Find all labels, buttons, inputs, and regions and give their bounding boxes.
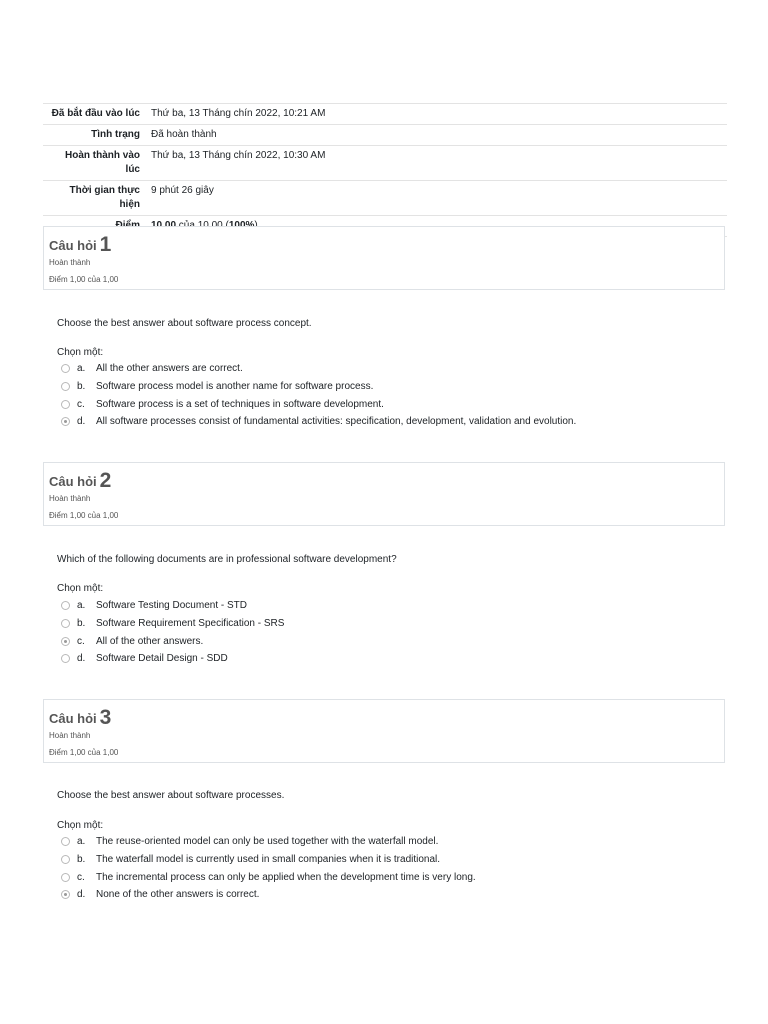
completed-value: Thứ ba, 13 Tháng chín 2022, 10:30 AM — [146, 146, 727, 181]
answer-text: The reuse-oriented model can only be used together with the waterfall model. — [96, 836, 439, 848]
attempt-summary-table — [43, 103, 727, 237]
question-2-title — [49, 469, 111, 493]
started-label: Đã bắt đầu vào lúc — [43, 104, 146, 125]
answer-letter: b. — [77, 381, 86, 393]
answer-text: The waterfall model is currently used in small companies when it is traditional. — [96, 854, 441, 866]
radio-button[interactable] — [61, 855, 70, 864]
question-grade: Điểm 1,00 của 1,00 — [49, 748, 119, 757]
answer-option[interactable] — [61, 413, 576, 431]
question-number: 2 — [99, 469, 112, 492]
question-2-text: Which of the following documents are in professional software development? — [57, 554, 397, 565]
time-label-line1: Thời gian thực — [69, 185, 140, 196]
answer-option[interactable] — [61, 868, 476, 886]
radio-button[interactable] — [61, 619, 70, 628]
answer-letter: d. — [77, 889, 86, 901]
answer-letter: b. — [77, 854, 86, 866]
answer-text: Software Testing Document - STD — [96, 600, 247, 612]
question-2-answers — [61, 597, 284, 668]
answer-letter: c. — [77, 635, 85, 647]
time-label — [43, 181, 146, 216]
answer-option[interactable] — [61, 650, 284, 668]
answer-letter: a. — [77, 600, 86, 612]
radio-button-selected[interactable] — [61, 890, 70, 899]
answer-text: Software process is a set of techniques in software development. — [96, 398, 384, 410]
radio-button[interactable] — [61, 654, 70, 663]
answer-text: None of the other answers is correct. — [96, 889, 260, 901]
radio-button[interactable] — [61, 601, 70, 610]
question-1-prompt: Chọn một: — [57, 347, 104, 358]
question-title-label: Câu hỏi — [49, 711, 97, 726]
radio-button-selected[interactable] — [61, 637, 70, 646]
answer-option[interactable] — [61, 886, 476, 904]
answer-letter: a. — [77, 836, 86, 848]
question-state: Hoàn thành — [49, 258, 91, 267]
summary-row-time — [43, 181, 727, 216]
question-title-label: Câu hỏi — [49, 474, 97, 489]
question-3-answers — [61, 833, 476, 904]
radio-button[interactable] — [61, 382, 70, 391]
radio-button[interactable] — [61, 873, 70, 882]
answer-option[interactable] — [61, 597, 284, 615]
answer-option[interactable] — [61, 851, 476, 869]
question-grade: Điểm 1,00 của 1,00 — [49, 275, 119, 284]
answer-text: Software Detail Design - SDD — [96, 653, 228, 665]
summary-row-completed — [43, 146, 727, 181]
question-number: 3 — [99, 706, 112, 729]
question-1-answers — [61, 360, 576, 431]
answer-letter: d. — [77, 653, 86, 665]
question-state: Hoàn thành — [49, 731, 91, 740]
answer-text: Software process model is another name for software process. — [96, 381, 374, 393]
answer-option[interactable] — [61, 360, 576, 378]
answer-text: All the other answers are correct. — [96, 363, 243, 375]
completed-label-line2: lúc — [125, 164, 140, 175]
answer-text: Software Requirement Specification - SRS — [96, 618, 285, 630]
question-3-title — [49, 706, 111, 730]
answer-text: The incremental process can only be applied when the development time is very long. — [96, 871, 476, 883]
question-1-info — [43, 226, 725, 290]
question-grade: Điểm 1,00 của 1,00 — [49, 511, 119, 520]
radio-button[interactable] — [61, 400, 70, 409]
answer-option[interactable] — [61, 632, 284, 650]
answer-option[interactable] — [61, 615, 284, 633]
state-value: Đã hoàn thành — [146, 125, 727, 146]
state-label: Tình trạng — [43, 125, 146, 146]
answer-letter: a. — [77, 363, 86, 375]
time-value: 9 phút 26 giây — [146, 181, 727, 216]
summary-row-state — [43, 125, 727, 146]
started-value: Thứ ba, 13 Tháng chín 2022, 10:21 AM — [146, 104, 727, 125]
answer-letter: d. — [77, 416, 86, 428]
radio-button-selected[interactable] — [61, 417, 70, 426]
question-3-info — [43, 699, 725, 763]
answer-letter: c. — [77, 871, 85, 883]
time-label-line2: hiện — [119, 199, 140, 210]
completed-label-line1: Hoàn thành vào — [64, 150, 140, 161]
radio-button[interactable] — [61, 364, 70, 373]
question-number: 1 — [99, 233, 112, 256]
question-title-label: Câu hỏi — [49, 238, 97, 253]
radio-button[interactable] — [61, 837, 70, 846]
completed-label — [43, 146, 146, 181]
answer-option[interactable] — [61, 378, 576, 396]
question-1-title — [49, 233, 111, 257]
question-3-prompt: Chọn một: — [57, 820, 104, 831]
question-2-info — [43, 462, 725, 526]
question-3-text: Choose the best answer about software processes. — [57, 790, 285, 801]
question-1-text: Choose the best answer about software process concept. — [57, 318, 312, 329]
summary-row-started — [43, 104, 727, 125]
question-state: Hoàn thành — [49, 494, 91, 503]
answer-letter: b. — [77, 618, 86, 630]
answer-letter: c. — [77, 398, 85, 410]
answer-option[interactable] — [61, 833, 476, 851]
answer-option[interactable] — [61, 395, 576, 413]
question-2-prompt: Chọn một: — [57, 583, 104, 594]
answer-text: All software processes consist of fundamental activities: specification, development, validation and evolution. — [96, 416, 577, 428]
answer-text: All of the other answers. — [96, 635, 204, 647]
